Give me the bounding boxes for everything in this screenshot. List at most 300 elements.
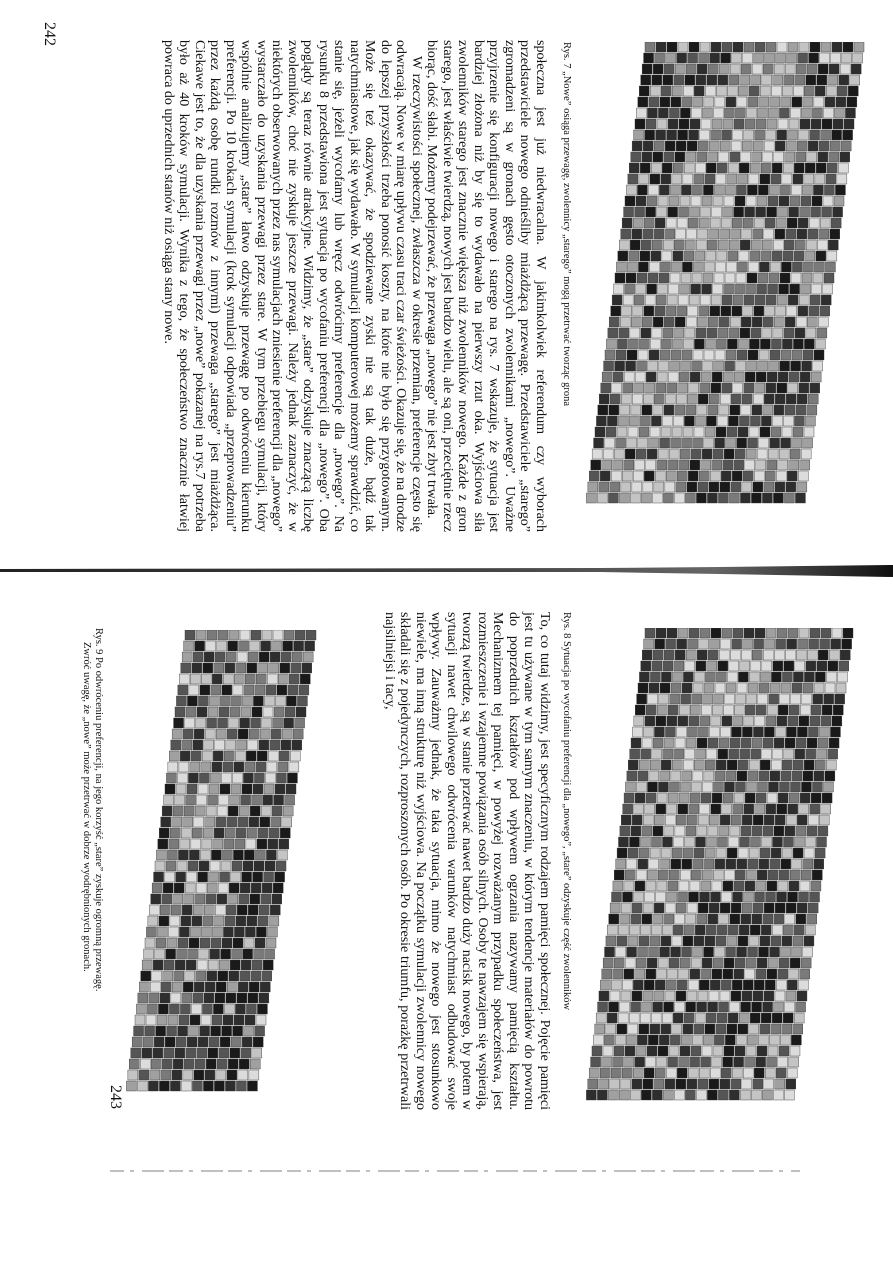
grid-cell xyxy=(709,141,719,151)
grid-cell xyxy=(189,685,199,695)
grid-cell xyxy=(803,350,813,360)
grid-cell xyxy=(643,229,653,239)
grid-cell xyxy=(741,1002,751,1012)
grid-cell xyxy=(782,86,792,96)
grid-cell xyxy=(734,119,744,129)
grid-cell xyxy=(680,108,690,118)
grid-cell xyxy=(754,306,764,316)
grid-cell xyxy=(667,628,677,638)
grid-cell xyxy=(665,1079,675,1089)
grid-cell xyxy=(820,639,830,649)
grid-cell xyxy=(612,295,622,305)
grid-cell xyxy=(662,925,672,935)
grid-cell xyxy=(724,870,734,880)
grid-cell xyxy=(762,661,772,671)
grid-cell xyxy=(710,306,720,316)
grid-cell xyxy=(631,826,641,836)
grid-cell xyxy=(659,361,669,371)
grid-cell xyxy=(785,152,795,162)
grid-cell xyxy=(639,848,649,858)
grid-cell xyxy=(688,980,698,990)
grid-cell xyxy=(186,795,196,805)
grid-cell xyxy=(209,784,219,794)
grid-cell xyxy=(639,1024,649,1034)
grid-cell xyxy=(736,273,746,283)
grid-cell xyxy=(770,683,780,693)
grid-cell xyxy=(808,903,818,913)
grid-cell xyxy=(666,639,676,649)
grid-cell xyxy=(193,905,203,915)
grid-cell xyxy=(644,639,654,649)
grid-cell xyxy=(672,86,682,96)
grid-cell xyxy=(236,663,246,673)
grid-cell xyxy=(689,383,699,393)
grid-cell xyxy=(787,980,797,990)
grid-cell xyxy=(289,762,299,772)
grid-cell xyxy=(752,650,762,660)
grid-cell xyxy=(219,707,229,717)
grid-cell xyxy=(701,119,711,129)
grid-cell xyxy=(628,427,638,437)
grid-cell xyxy=(158,1004,168,1014)
grid-cell xyxy=(625,449,635,459)
grid-cell xyxy=(702,958,712,968)
grid-cell xyxy=(612,892,622,902)
grid-cell xyxy=(228,1059,238,1069)
grid-cell xyxy=(818,650,828,660)
grid-cell xyxy=(796,317,806,327)
grid-cell xyxy=(741,405,751,415)
grid-cell xyxy=(683,848,693,858)
grid-cell xyxy=(780,694,790,704)
grid-cell xyxy=(253,696,263,706)
grid-cell xyxy=(659,694,669,704)
grid-cell xyxy=(698,394,708,404)
grid-cell xyxy=(804,672,814,682)
grid-cell xyxy=(811,119,821,129)
grid-cell xyxy=(709,991,719,1001)
grid-cell xyxy=(712,207,722,217)
grid-cell xyxy=(742,1079,752,1089)
grid-cell xyxy=(739,251,749,261)
grid-cell xyxy=(645,130,655,140)
grid-cell xyxy=(687,394,697,404)
grid-cell xyxy=(654,991,664,1001)
grid-cell xyxy=(721,639,731,649)
grid-cell xyxy=(658,284,668,294)
grid-cell xyxy=(683,936,693,946)
grid-cell xyxy=(204,905,214,915)
grid-cell xyxy=(764,394,774,404)
grid-cell xyxy=(701,372,711,382)
grid-cell xyxy=(222,850,232,860)
grid-cell xyxy=(723,207,733,217)
grid-cell xyxy=(155,949,165,959)
grid-cell xyxy=(663,240,673,250)
grid-cell xyxy=(806,240,816,250)
grid-cell xyxy=(657,881,667,891)
grid-cell xyxy=(691,870,701,880)
grid-cell xyxy=(132,1037,142,1047)
grid-cell xyxy=(615,1035,625,1045)
grid-cell xyxy=(662,1013,672,1023)
grid-cell xyxy=(723,969,733,979)
grid-cell xyxy=(703,1035,713,1045)
grid-cell xyxy=(727,936,737,946)
grid-cell xyxy=(720,815,730,825)
grid-cell xyxy=(790,108,800,118)
grid-cell xyxy=(622,218,632,228)
grid-cell xyxy=(702,870,712,880)
grid-cell xyxy=(210,949,220,959)
grid-cell xyxy=(782,672,792,682)
grid-cell xyxy=(683,339,693,349)
grid-cell xyxy=(650,760,660,770)
grid-cell xyxy=(668,207,678,217)
grid-cell xyxy=(674,75,684,85)
grid-cell xyxy=(683,427,693,437)
grid-cell xyxy=(740,493,750,503)
grid-cell xyxy=(826,174,836,184)
grid-cell xyxy=(777,295,787,305)
grid-cell xyxy=(616,262,626,272)
grid-cell xyxy=(176,784,186,794)
grid-cell xyxy=(655,53,665,63)
grid-cell xyxy=(714,185,724,195)
grid-cell xyxy=(227,817,237,827)
grid-cell xyxy=(171,993,181,1003)
grid-cell xyxy=(676,482,686,492)
grid-cell xyxy=(734,460,744,470)
grid-cell xyxy=(683,1024,693,1034)
grid-cell xyxy=(739,837,749,847)
grid-cell xyxy=(839,75,849,85)
grid-cell xyxy=(710,1068,720,1078)
grid-cell xyxy=(598,1002,608,1012)
grid-cell xyxy=(624,372,634,382)
grid-cell xyxy=(639,339,649,349)
grid-cell xyxy=(667,892,677,902)
grid-cell xyxy=(774,405,784,415)
grid-cell xyxy=(666,306,676,316)
grid-cell xyxy=(837,174,847,184)
grid-cell xyxy=(738,1024,748,1034)
grid-cell xyxy=(708,317,718,327)
grid-cell xyxy=(720,727,730,737)
grid-cell xyxy=(769,1035,779,1045)
grid-cell xyxy=(757,870,767,880)
grid-cell xyxy=(744,804,754,814)
grid-cell xyxy=(676,815,686,825)
grid-cell xyxy=(208,960,218,970)
grid-cell xyxy=(641,240,651,250)
grid-cell xyxy=(774,914,784,924)
grid-cell xyxy=(726,350,736,360)
grid-cell xyxy=(807,738,817,748)
grid-cell xyxy=(743,639,753,649)
grid-cell xyxy=(602,372,612,382)
grid-cell xyxy=(706,837,716,847)
grid-cell xyxy=(183,729,193,739)
grid-cell xyxy=(808,229,818,239)
grid-cell xyxy=(751,749,761,759)
grid-cell xyxy=(712,460,722,470)
grid-cell xyxy=(189,938,199,948)
grid-cell xyxy=(850,75,860,85)
grid-cell xyxy=(738,339,748,349)
grid-cell xyxy=(732,53,742,63)
grid-cell xyxy=(205,817,215,827)
grid-cell xyxy=(725,694,735,704)
grid-cell xyxy=(206,806,216,816)
grid-cell xyxy=(649,771,659,781)
grid-cell xyxy=(195,894,205,904)
grid-cell xyxy=(767,372,777,382)
grid-cell xyxy=(665,394,675,404)
grid-cell xyxy=(676,141,686,151)
grid-cell xyxy=(761,416,771,426)
grid-cell xyxy=(737,947,747,957)
grid-cell xyxy=(641,75,651,85)
grid-cell xyxy=(787,471,797,481)
grid-cell xyxy=(686,650,696,660)
grid-cell xyxy=(790,870,800,880)
grid-cell xyxy=(782,174,792,184)
grid-cell xyxy=(146,1015,156,1025)
grid-cell xyxy=(656,295,666,305)
grid-cell xyxy=(305,641,315,651)
grid-cell xyxy=(804,174,814,184)
grid-cell xyxy=(793,848,803,858)
grid-cell xyxy=(804,339,814,349)
grid-cell xyxy=(719,826,729,836)
grid-cell xyxy=(695,925,705,935)
grid-cell xyxy=(289,674,299,684)
grid-cell xyxy=(252,1048,262,1058)
grid-cell xyxy=(175,960,185,970)
right-paragraph-1: To, co tutaj widzimy, jest specyficznym rodzajem pamięci społecznej. Pojęcie pamięci jest tu używane w tym samym znaczeniu, w którym tendencje materiałów do powrotu do poprzednich kształtów pod wpływem ogrzania nazywamy pamięcią kształtu. Mechanizmem tej pamięci, w powyżej rozważanym przypadku społeczeństwa, jest rozmieszczenie i wzajemne powiązania osób silnych. Osoby te nawzajem się wspierają, tworzą twierdze, są w stanie przetrwać nawet bardzo duży nacisk nowego, by potem w sytuacji nawet chwilowego odwrócenia warunków natychmiast odbudować swoje wpływy. Zauważmy jednak, że taka sytuacja, mimo że nowego jest stosunkowo niewiele, ma inną strukturę niż wyjściowa. Na początku symulacji zwolennicy nowego składali się z pojedynczych, rozproszonych osób. Po okresie triumfu, porażkę przetrwali najsilniejsi i tacy, xyxy=(382,612,552,1110)
grid-cell xyxy=(646,460,656,470)
grid-cell xyxy=(226,993,236,1003)
grid-cell xyxy=(803,262,813,272)
grid-cell xyxy=(759,438,769,448)
grid-cell xyxy=(825,262,835,272)
grid-cell xyxy=(682,350,692,360)
grid-cell xyxy=(732,980,742,990)
grid-cell xyxy=(634,804,644,814)
grid-cell xyxy=(817,749,827,759)
grid-cell xyxy=(613,881,623,891)
grid-cell xyxy=(698,229,708,239)
grid-cell xyxy=(165,1037,175,1047)
grid-cell xyxy=(172,817,182,827)
grid-cell xyxy=(701,1057,711,1067)
grid-cell xyxy=(272,894,282,904)
grid-cell xyxy=(693,350,703,360)
grid-cell xyxy=(285,795,295,805)
grid-cell xyxy=(640,416,650,426)
grid-cell xyxy=(699,218,709,228)
grid-cell xyxy=(834,196,844,206)
grid-cell xyxy=(644,306,654,316)
grid-cell xyxy=(302,663,312,673)
grid-cell xyxy=(754,1068,764,1078)
grid-cell xyxy=(810,716,820,726)
grid-cell xyxy=(621,482,631,492)
grid-cell xyxy=(192,663,202,673)
grid-cell xyxy=(687,727,697,737)
grid-cell xyxy=(775,903,785,913)
grid-cell xyxy=(201,927,211,937)
grid-cell xyxy=(722,628,732,638)
grid-cell xyxy=(628,848,638,858)
grid-cell xyxy=(792,771,802,781)
grid-cell xyxy=(613,969,623,979)
grid-cell xyxy=(716,760,726,770)
grid-cell xyxy=(684,251,694,261)
grid-cell xyxy=(190,762,200,772)
grid-cell xyxy=(609,405,619,415)
grid-cell xyxy=(793,936,803,946)
grid-cell xyxy=(617,427,627,437)
grid-cell xyxy=(270,652,280,662)
grid-cell xyxy=(793,672,803,682)
grid-cell xyxy=(796,1002,806,1012)
grid-cell xyxy=(744,295,754,305)
grid-cell xyxy=(210,773,220,783)
grid-cell xyxy=(276,773,286,783)
grid-cell xyxy=(230,795,240,805)
grid-cell xyxy=(767,119,777,129)
grid-cell xyxy=(658,449,668,459)
grid-cell xyxy=(752,738,762,748)
grid-cell xyxy=(138,993,148,1003)
grid-cell xyxy=(731,229,741,239)
grid-cell xyxy=(808,727,818,737)
grid-cell xyxy=(663,328,673,338)
grid-cell xyxy=(156,938,166,948)
grid-cell xyxy=(750,925,760,935)
grid-cell xyxy=(259,652,269,662)
grid-cell xyxy=(627,947,637,957)
grid-cell xyxy=(757,958,767,968)
grid-cell xyxy=(624,881,634,891)
grid-cell xyxy=(720,991,730,1001)
grid-cell xyxy=(250,894,260,904)
grid-cell xyxy=(217,806,227,816)
grid-cell xyxy=(663,1090,673,1100)
grid-cell xyxy=(819,229,829,239)
grid-cell xyxy=(797,815,807,825)
grid-cell xyxy=(636,196,646,206)
grid-cell xyxy=(659,1035,669,1045)
grid-cell xyxy=(746,782,756,792)
grid-cell xyxy=(719,64,729,74)
grid-cell xyxy=(779,782,789,792)
grid-cell xyxy=(786,727,796,737)
grid-cell xyxy=(218,718,228,728)
figure-8-caption: Rys. 8 Sytuacja po wycofaniu preferencji dla „nowego”, „stare” odzyskuje część zwolenników xyxy=(561,612,572,1011)
grid-cell xyxy=(818,64,828,74)
grid-cell xyxy=(764,727,774,737)
grid-cell xyxy=(170,1081,180,1091)
grid-cell xyxy=(607,416,617,426)
grid-cell xyxy=(731,815,741,825)
grid-cell xyxy=(687,991,697,1001)
grid-cell xyxy=(624,207,634,217)
grid-cell xyxy=(712,969,722,979)
grid-cell xyxy=(211,938,221,948)
grid-cell xyxy=(795,493,805,503)
grid-cell xyxy=(794,163,804,173)
grid-cell xyxy=(617,339,627,349)
grid-cell xyxy=(780,185,790,195)
grid-cell xyxy=(592,449,602,459)
grid-cell xyxy=(240,630,250,640)
grid-cell xyxy=(797,727,807,737)
grid-cell xyxy=(766,130,776,140)
grid-cell xyxy=(768,782,778,792)
grid-cell xyxy=(789,705,799,715)
grid-cell xyxy=(694,760,704,770)
grid-cell xyxy=(178,938,188,948)
grid-cell xyxy=(654,141,664,151)
grid-cell xyxy=(739,163,749,173)
grid-cell xyxy=(727,86,737,96)
grid-cell xyxy=(650,174,660,184)
grid-cell xyxy=(767,705,777,715)
grid-cell xyxy=(223,1015,233,1025)
grid-cell xyxy=(699,980,709,990)
grid-cell xyxy=(804,86,814,96)
grid-cell xyxy=(823,284,833,294)
grid-cell xyxy=(609,317,619,327)
grid-cell xyxy=(674,240,684,250)
grid-cell xyxy=(222,1026,232,1036)
grid-cell xyxy=(164,960,174,970)
grid-cell xyxy=(679,372,689,382)
grid-cell xyxy=(184,806,194,816)
grid-cell xyxy=(717,925,727,935)
grid-cell xyxy=(186,1048,196,1058)
grid-cell xyxy=(811,705,821,715)
grid-cell xyxy=(719,738,729,748)
grid-cell xyxy=(753,229,763,239)
grid-cell xyxy=(245,927,255,937)
grid-cell xyxy=(683,86,693,96)
grid-cell xyxy=(733,892,743,902)
grid-cell xyxy=(773,1090,783,1100)
grid-cell xyxy=(797,903,807,913)
grid-cell xyxy=(741,826,751,836)
grid-cell xyxy=(678,716,688,726)
grid-cell xyxy=(755,42,765,52)
grid-cell xyxy=(671,771,681,781)
grid-cell xyxy=(749,86,759,96)
grid-cell xyxy=(699,1068,709,1078)
grid-cell xyxy=(806,749,816,759)
grid-cell xyxy=(751,661,761,671)
grid-cell xyxy=(777,804,787,814)
grid-cell xyxy=(794,925,804,935)
grid-cell xyxy=(295,630,305,640)
grid-cell xyxy=(729,75,739,85)
grid-cell xyxy=(606,339,616,349)
grid-cell xyxy=(829,738,839,748)
grid-cell xyxy=(787,639,797,649)
grid-cell xyxy=(719,1002,729,1012)
grid-cell xyxy=(827,251,837,261)
